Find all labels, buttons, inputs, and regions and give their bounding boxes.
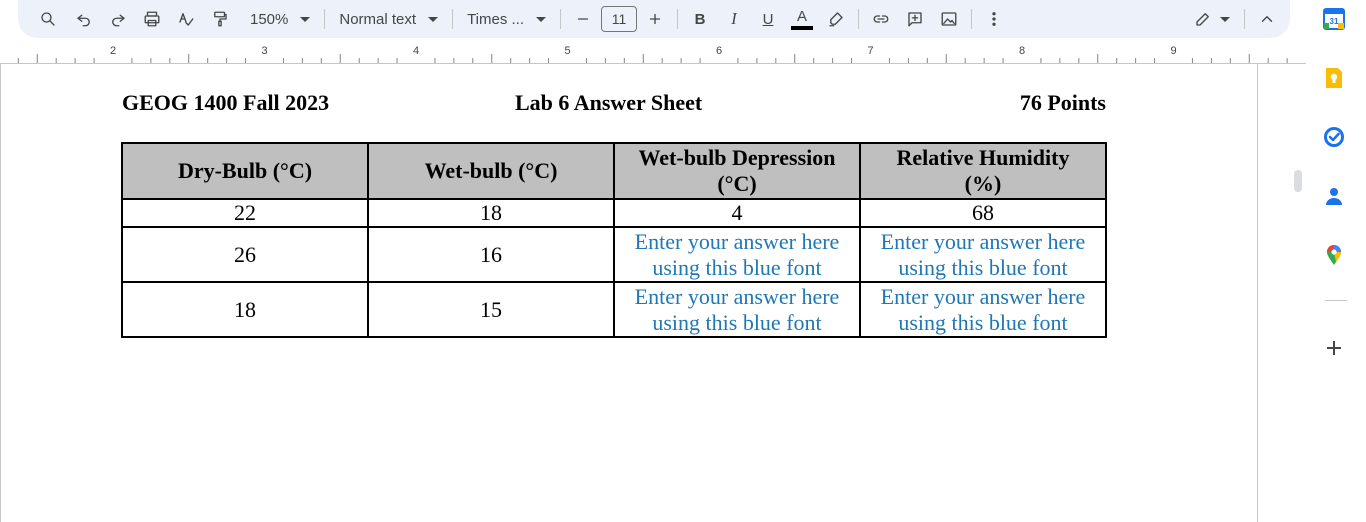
header-text: (%) — [964, 171, 1002, 196]
decrease-font-size-button[interactable] — [569, 5, 597, 33]
print-button[interactable] — [138, 5, 166, 33]
side-panel — [1306, 0, 1366, 522]
ruler-label: 7 — [867, 45, 874, 57]
ruler-label: 9 — [1170, 45, 1177, 57]
bold-button[interactable] — [686, 5, 714, 33]
chevron-down-icon — [300, 17, 310, 22]
toolbar-divider — [452, 9, 453, 29]
document-header — [122, 90, 1106, 120]
side-panel-divider — [1325, 300, 1347, 301]
answer-text: Enter your answer here — [634, 283, 840, 309]
table-row — [122, 227, 1106, 282]
style-select[interactable] — [333, 5, 444, 33]
header-text: Wet-bulb (°C) — [424, 158, 558, 183]
editing-mode-select[interactable] — [1188, 5, 1236, 33]
toolbar-divider — [324, 9, 325, 29]
toolbar-divider — [971, 9, 972, 29]
bold-icon: B — [694, 10, 706, 28]
toolbar-divider — [858, 9, 859, 29]
table-cell[interactable]: 22 — [122, 199, 368, 227]
table-cell[interactable]: 4 — [614, 199, 860, 227]
points-label: 76 Points — [1019, 90, 1106, 115]
tasks-icon — [1323, 126, 1345, 148]
answer-cell[interactable] — [860, 282, 1106, 337]
answer-cell[interactable] — [614, 227, 860, 282]
table-cell[interactable]: 15 — [368, 282, 614, 337]
table-cell[interactable]: 16 — [368, 227, 614, 282]
header-text: Dry-Bulb (°C) — [177, 158, 313, 183]
header-text: Relative Humidity — [896, 145, 1070, 170]
undo-icon — [75, 10, 93, 28]
keep-button[interactable] — [1323, 67, 1345, 89]
ruler-label: 4 — [412, 45, 420, 57]
add-comment-button[interactable] — [901, 5, 929, 33]
chevron-down-icon — [428, 17, 438, 22]
text-color-icon — [791, 9, 813, 30]
ruler-label: 6 — [715, 45, 723, 57]
table-row — [122, 199, 1106, 227]
calendar-icon — [1323, 8, 1345, 30]
paint-format-button[interactable] — [206, 5, 234, 33]
increase-font-size-button[interactable] — [641, 5, 669, 33]
answer-cell[interactable] — [614, 282, 860, 337]
link-icon — [872, 10, 890, 28]
horizontal-ruler[interactable] — [0, 40, 1306, 64]
answer-text: Enter your answer here — [880, 228, 1086, 254]
minus-icon — [574, 10, 592, 28]
redo-button[interactable] — [104, 5, 132, 33]
style-value: Normal text — [339, 10, 417, 28]
column-header-dry-bulb[interactable] — [122, 143, 368, 199]
search-menus-button[interactable] — [34, 5, 62, 33]
text-color-button[interactable] — [788, 5, 816, 33]
chevron-down-icon — [536, 17, 546, 22]
toolbar-divider — [1244, 9, 1245, 29]
italic-icon: I — [731, 9, 737, 28]
image-icon — [940, 10, 958, 28]
table-cell[interactable]: 68 — [860, 199, 1106, 227]
maps-button[interactable] — [1323, 244, 1345, 266]
plus-icon — [646, 10, 664, 28]
insert-link-button[interactable] — [867, 5, 895, 33]
ruler-ticks — [0, 40, 1306, 64]
insert-image-button[interactable] — [935, 5, 963, 33]
zoom-select[interactable] — [244, 5, 316, 33]
answer-text: Enter your answer here — [634, 228, 840, 254]
table-header-row — [122, 143, 1106, 199]
answer-cell[interactable] — [860, 227, 1106, 282]
table-cell[interactable]: 18 — [368, 199, 614, 227]
ruler-label: 5 — [564, 45, 571, 57]
font-size-input[interactable]: 11 — [601, 6, 637, 32]
answer-text: using this blue font — [652, 309, 822, 335]
search-icon — [39, 10, 57, 28]
pencil-icon — [1194, 10, 1212, 28]
contacts-button[interactable] — [1323, 185, 1345, 207]
chevron-up-icon — [1258, 10, 1276, 28]
underline-button[interactable] — [754, 5, 782, 33]
maps-icon — [1323, 244, 1345, 266]
highlight-color-button[interactable] — [822, 5, 850, 33]
toolbar-divider — [560, 9, 561, 29]
column-header-humidity[interactable] — [860, 143, 1106, 199]
italic-button[interactable] — [720, 5, 748, 33]
spellcheck-icon — [177, 10, 195, 28]
header-text: (°C) — [717, 171, 757, 196]
ruler-label: 8 — [1018, 45, 1026, 57]
tasks-button[interactable] — [1323, 126, 1345, 148]
redo-icon — [109, 10, 127, 28]
font-value: Times ... — [467, 10, 525, 28]
paint-format-icon — [211, 10, 229, 28]
calendar-day: 31 — [1329, 17, 1339, 26]
zoom-value: 150% — [250, 10, 289, 28]
header-text: Wet-bulb Depression — [638, 145, 836, 170]
text-color-letter: A — [797, 7, 808, 25]
column-header-depression[interactable] — [614, 143, 860, 199]
text-color-swatch — [791, 26, 813, 30]
print-icon — [143, 10, 161, 28]
font-select[interactable] — [461, 5, 552, 33]
answer-text: using this blue font — [898, 309, 1068, 335]
answer-text: using this blue font — [898, 254, 1068, 280]
lab-table[interactable] — [121, 142, 1107, 338]
toolbar — [18, 0, 1290, 38]
answer-text: Enter your answer here — [880, 283, 1086, 309]
highlighter-icon — [827, 10, 845, 28]
sheet-title: Lab 6 Answer Sheet — [515, 90, 703, 115]
vertical-scrollbar-thumb[interactable] — [1294, 170, 1302, 192]
chevron-down-icon — [1220, 17, 1230, 22]
spelling-check-button[interactable] — [172, 5, 200, 33]
course-label: GEOG 1400 Fall 2023 — [122, 90, 330, 115]
answer-text: using this blue font — [652, 254, 822, 280]
table-row — [122, 282, 1106, 337]
toolbar-divider — [677, 9, 678, 29]
ruler-label: 3 — [261, 45, 268, 57]
more-options-button[interactable] — [980, 5, 1008, 33]
table-cell[interactable]: 26 — [122, 227, 368, 282]
get-add-ons-button[interactable] — [1323, 337, 1345, 359]
table-cell[interactable]: 18 — [122, 282, 368, 337]
contacts-icon — [1323, 185, 1345, 207]
undo-button[interactable] — [70, 5, 98, 33]
add-comment-icon — [906, 10, 924, 28]
hide-menus-button[interactable] — [1253, 5, 1281, 33]
keep-icon — [1323, 67, 1345, 89]
add-icon — [1323, 337, 1345, 359]
calendar-button[interactable] — [1323, 8, 1345, 30]
page-edge — [1257, 64, 1258, 522]
column-header-wet-bulb[interactable] — [368, 143, 614, 199]
more-vert-icon — [985, 10, 1003, 28]
underline-icon: U — [762, 10, 774, 28]
ruler-label: 2 — [109, 45, 117, 57]
